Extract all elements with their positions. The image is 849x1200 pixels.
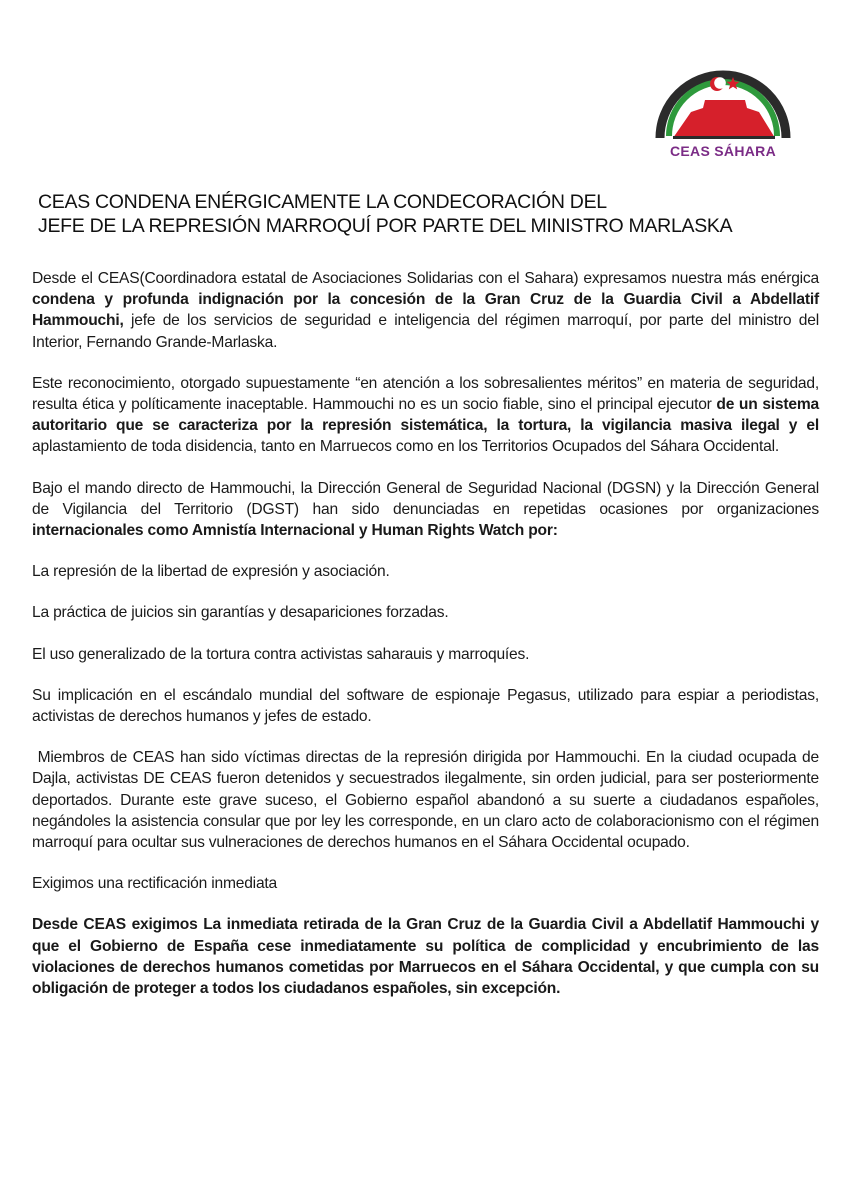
- crescent-icon: [710, 77, 726, 91]
- paragraph-4: La represión de la libertad de expresión y asociación.: [32, 563, 390, 581]
- paragraph-3-bold: internacionales como Amnistía Internacional y Human Rights Watch por:: [32, 522, 558, 540]
- paragraph-2-bold: de un sistema autoritario que se caracteriza por la represión sistemática, la tortura, la vigilancia masiva ilegal y el: [32, 396, 819, 435]
- building-icon: [673, 100, 775, 138]
- page-title: [38, 190, 798, 238]
- paragraph-3-text: Bajo el mando directo de Hammouchi, la Dirección General de Seguridad Nacional (DGSN) y la Dirección General de Vigilancia del Territorio (DGST) han sido denunciadas en repetidas ocasiones por organizaciones: [32, 479, 819, 518]
- title-line-1: CEAS CONDENA ENÉRGICAMENTE LA CONDECORACIÓN DEL: [38, 191, 607, 213]
- paragraph-3: [32, 478, 819, 542]
- title-line-2: JEFE DE LA REPRESIÓN MARROQUÍ POR PARTE DEL MINISTRO MARLASKA: [38, 215, 733, 237]
- paragraph-2-text: Este reconocimiento, otorgado supuestamente “en atención a los sobresalientes méritos” en materia de seguridad, resulta ética y políticamente inaceptable. Hammouchi no es un socio fiable, sino el principal ejecutor: [32, 374, 819, 414]
- paragraph-1-text-end: jefe de los servicios de seguridad e inteligencia del régimen marroquí, por parte del ministro del Interior, Fernando Grande-Marlaska.: [32, 312, 819, 351]
- paragraph-7: Su implicación en el escándalo mundial del software de espionaje Pegasus, utilizado para espiar a periodistas, activistas de derechos humanos y jefes de estado.: [32, 686, 819, 726]
- paragraph-9: Exigimos una rectificación inmediata: [32, 875, 278, 893]
- paragraph-1: [32, 268, 819, 353]
- paragraph-10: [32, 914, 819, 999]
- paragraph-2-text-end: aplastamiento de toda disidencia, tanto en Marruecos como en los Territorios Ocupados del Sáhara Occidental.: [32, 438, 779, 456]
- paragraph-6: El uso generalizado de la tortura contra activistas saharauis y marroquíes.: [32, 645, 530, 663]
- ceas-sahara-logo: [655, 50, 791, 162]
- document-body: [32, 268, 824, 1019]
- paragraph-5: La práctica de juicios sin garantías y desapariciones forzadas.: [32, 604, 449, 622]
- paragraph-1-text: Desde el CEAS(Coordinadora estatal de Asociaciones Solidarias con el Sahara) expresamos nuestra más enérgica: [32, 270, 819, 287]
- paragraph-8: Miembros de CEAS han sido víctimas directas de la represión dirigida por Hammouchi. En la ciudad ocupada de Dajla, activistas DE CEAS fueron detenidos y secuestrados ilegalmente, sin orden judicial, para ser posteriormente deportados. Durante este grave suceso, el Gobierno español abandonó a su suerte a ciudadanos españoles, negándoles la asistencia consular que por ley les corresponde, en un claro acto de colaboracionismo con el régimen marroquí para ocultar sus vulneraciones de derechos humanos en el Sáhara Occidental ocupado.: [32, 749, 824, 852]
- paragraph-10-bold: Desde CEAS exigimos La inmediata retirada de la Gran Cruz de la Guardia Civil a Abdellatif Hammouchi y que el Gobierno de España cese inmediatamente su política de complicidad y encubrimiento de las violaciones de derechos humanos cometidas por Marruecos en el Sáhara Occidental, y que cumpla con su obligación de proteger a todos los ciudadanos españoles, sin excepción.: [32, 916, 819, 998]
- logo-text: CEAS SÁHARA: [670, 143, 776, 159]
- paragraph-1-bold: condena y profunda indignación por la concesión de la Gran Cruz de la Guardia Civil a Abdellatif Hammouchi,: [32, 291, 819, 330]
- logo-emblem: [655, 50, 791, 145]
- paragraph-2: [32, 373, 819, 458]
